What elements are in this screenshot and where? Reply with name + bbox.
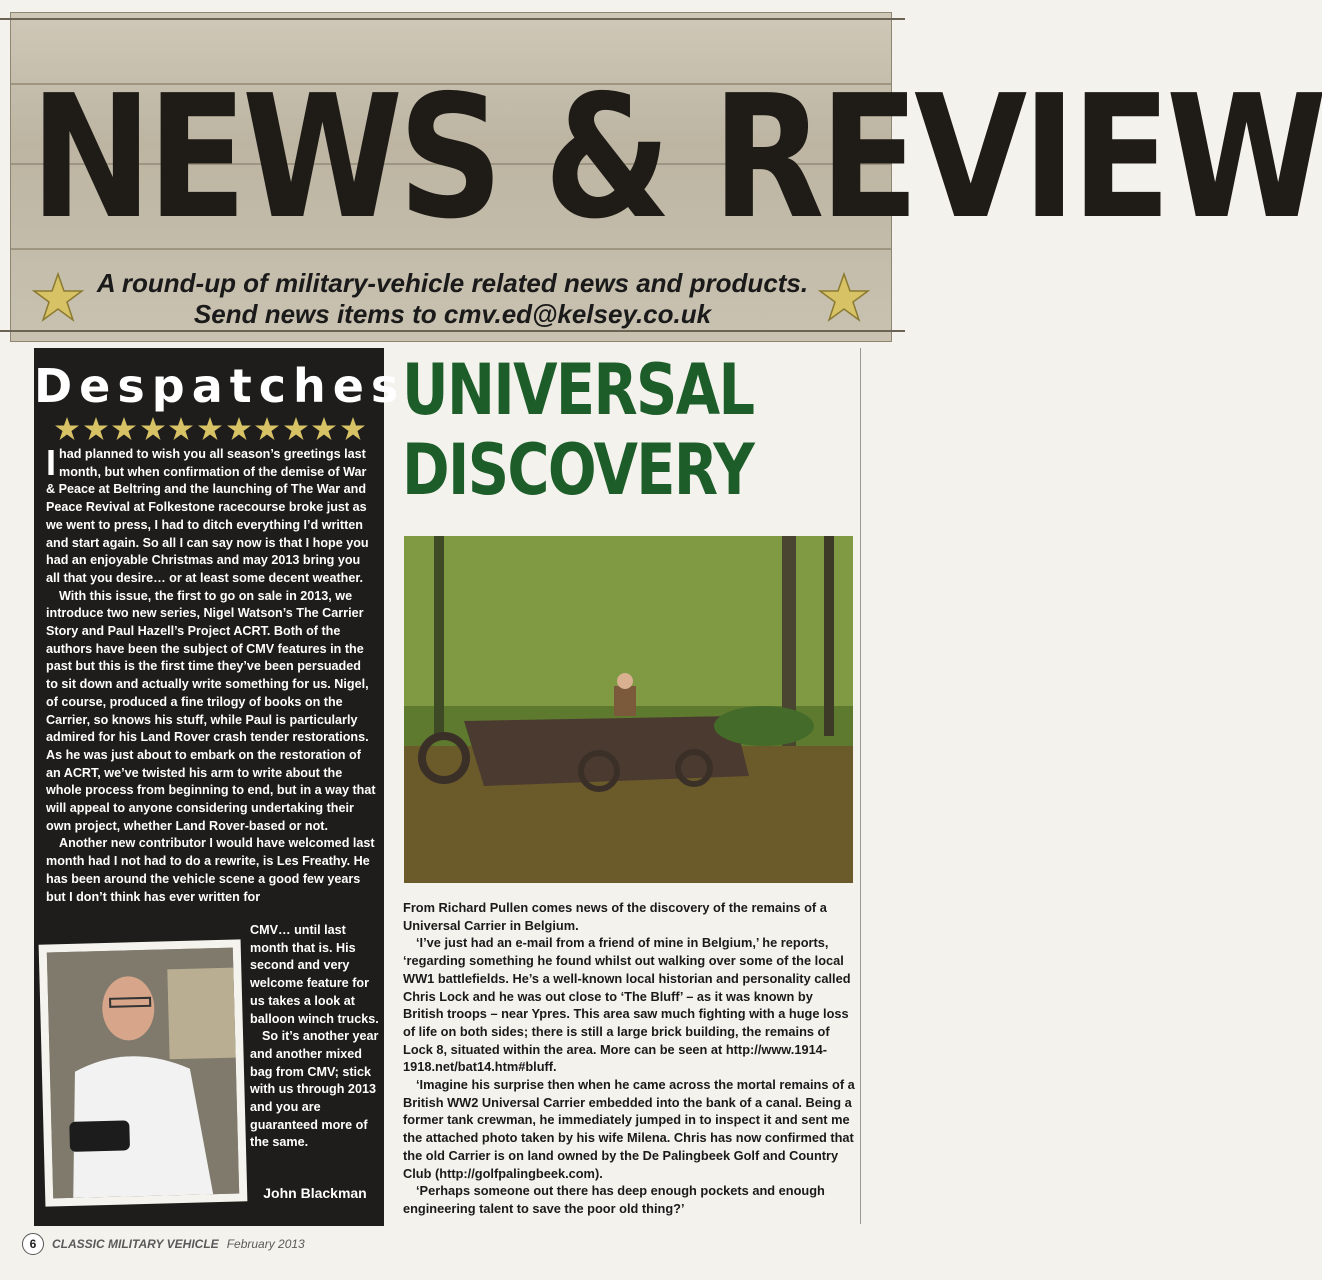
- barbed-wire: [0, 330, 905, 332]
- star-icon: [168, 416, 194, 442]
- publication-name: CLASSIC MILITARY VEHICLE: [52, 1237, 219, 1251]
- carrier-photo-image: [404, 536, 853, 883]
- star-icon: [54, 416, 80, 442]
- despatches-para4: So it’s another year and another mixed bag from CMV; stick with us through 2013 and you are guaranteed more of the same.: [250, 1029, 379, 1150]
- despatches-lower-text: [250, 922, 380, 1152]
- star-icon: [254, 416, 280, 442]
- star-icon: [197, 416, 223, 442]
- dropcap: I: [46, 442, 57, 483]
- article-para1: From Richard Pullen comes news of the discovery of the remains of a Universal Carrier in Belgium.: [403, 900, 827, 933]
- article-body: [403, 899, 855, 1218]
- despatches-para3-cont: CMV… until last month that is. His second and very welcome feature for us takes a look at balloon winch trucks.: [250, 923, 379, 1026]
- article-para3: ‘Imagine his surprise then when he came across the mortal remains of a British WW2 Universal Carrier embedded into the bank of a canal. Being a former tank crewman, he immediately jumped in to inspect it and sent me the attached photo taken by his wife Milena. Chris has now confirmed that the old Carrier is on land owned by the De Palingbeek Golf and Country Club (http://golfpalingbeek.com).: [403, 1077, 855, 1181]
- despatches-body: [46, 442, 376, 906]
- article-para2: ‘I’ve just had an e-mail from a friend of mine in Belgium,’ he reports, ‘regarding something he found whilst out walking over some of the local WW1 battlefields. He’s a well-known local historian and personality called Chris Lock and he was out close to ‘The Bluff’ – as it was known by British troops – near Ypres. This area saw much fighting with a huge loss of life on both sides; there is still a large brick building, the remains of Lock 8, situated within the area. More can be seen at http://www.1914-1918.net/bat14.htm#bluff.: [403, 935, 851, 1075]
- headline-line1: UNIVERSAL: [402, 349, 754, 431]
- star-icon: [111, 416, 137, 442]
- article-headline: [402, 350, 775, 510]
- carrier-photo: [404, 536, 853, 883]
- star-icon: [340, 416, 366, 442]
- article-para4: ‘Perhaps someone out there has deep enough pockets and enough engineering talent to save the poor old thing?’: [403, 1183, 825, 1216]
- despatches-para1-text: had planned to wish you all season’s greetings last month, but when confirmation of the demise of War & Peace at Beltring and the launching of The War and Peace Revival at Folkestone racecourse broke just as we went to press, I had to ditch everything I’d written and start again. So all I can say now is that I hope you had an enjoyable Christmas and may 2013 bring you all that you desire… or at least some decent weather.: [46, 447, 369, 585]
- star-icon: [226, 416, 252, 442]
- signature: John Blackman: [263, 1185, 367, 1201]
- masthead-tagline: [90, 268, 815, 330]
- headline-line2: DISCOVERY: [402, 429, 754, 511]
- barbed-wire: [0, 18, 905, 20]
- editor-portrait-photo: [39, 939, 248, 1206]
- page-number: 6: [22, 1233, 44, 1255]
- star-icon: [32, 272, 84, 324]
- issue-date: February 2013: [226, 1237, 305, 1251]
- despatches-para2: With this issue, the first to go on sale in 2013, we introduce two new series, Nigel Watson’s The Carrier Story and Paul Hazell’s Project ACRT. Both of the authors have been the subject of CMV features in the past but this is the first time they’ve been persuaded to sit down and actually write something for us. Nigel, of course, produced a fine trilogy of books on the Carrier, so knows his stuff, while Paul is particularly admired for his Land Rover crash tender restorations. As he was just about to embark on the restoration of an ACRT, we’ve twisted his arm to write about the whole process from beginning to end, but in a way that will appeal to anyone considering undertaking their own project, whether Land Rover-based or not.: [46, 588, 376, 833]
- tagline-email: Send news items to cmv.ed@kelsey.co.uk: [193, 299, 712, 329]
- masthead-title: NEWS & REVIEW: [30, 59, 1322, 257]
- despatches-para1: [46, 442, 376, 588]
- star-icon: [283, 416, 309, 442]
- despatches-title: Despatches: [34, 359, 406, 413]
- star-icon: [83, 416, 109, 442]
- despatches-column: [34, 348, 406, 1226]
- page-footer: [22, 1234, 305, 1254]
- tagline-line1: A round-up of military-vehicle related news and products.: [96, 268, 809, 298]
- star-icon: [140, 416, 166, 442]
- editor-portrait-image: [47, 948, 239, 1199]
- despatches-para3: Another new contributor I would have welcomed last month had I not had to do a rewrite, is Les Freathy. He has been around the vehicle scene a good few years but I don’t think has ever written for: [46, 836, 375, 904]
- star-icon: [311, 416, 337, 442]
- star-icon: [818, 272, 870, 324]
- star-row: [54, 416, 366, 442]
- column-divider: [860, 348, 861, 1224]
